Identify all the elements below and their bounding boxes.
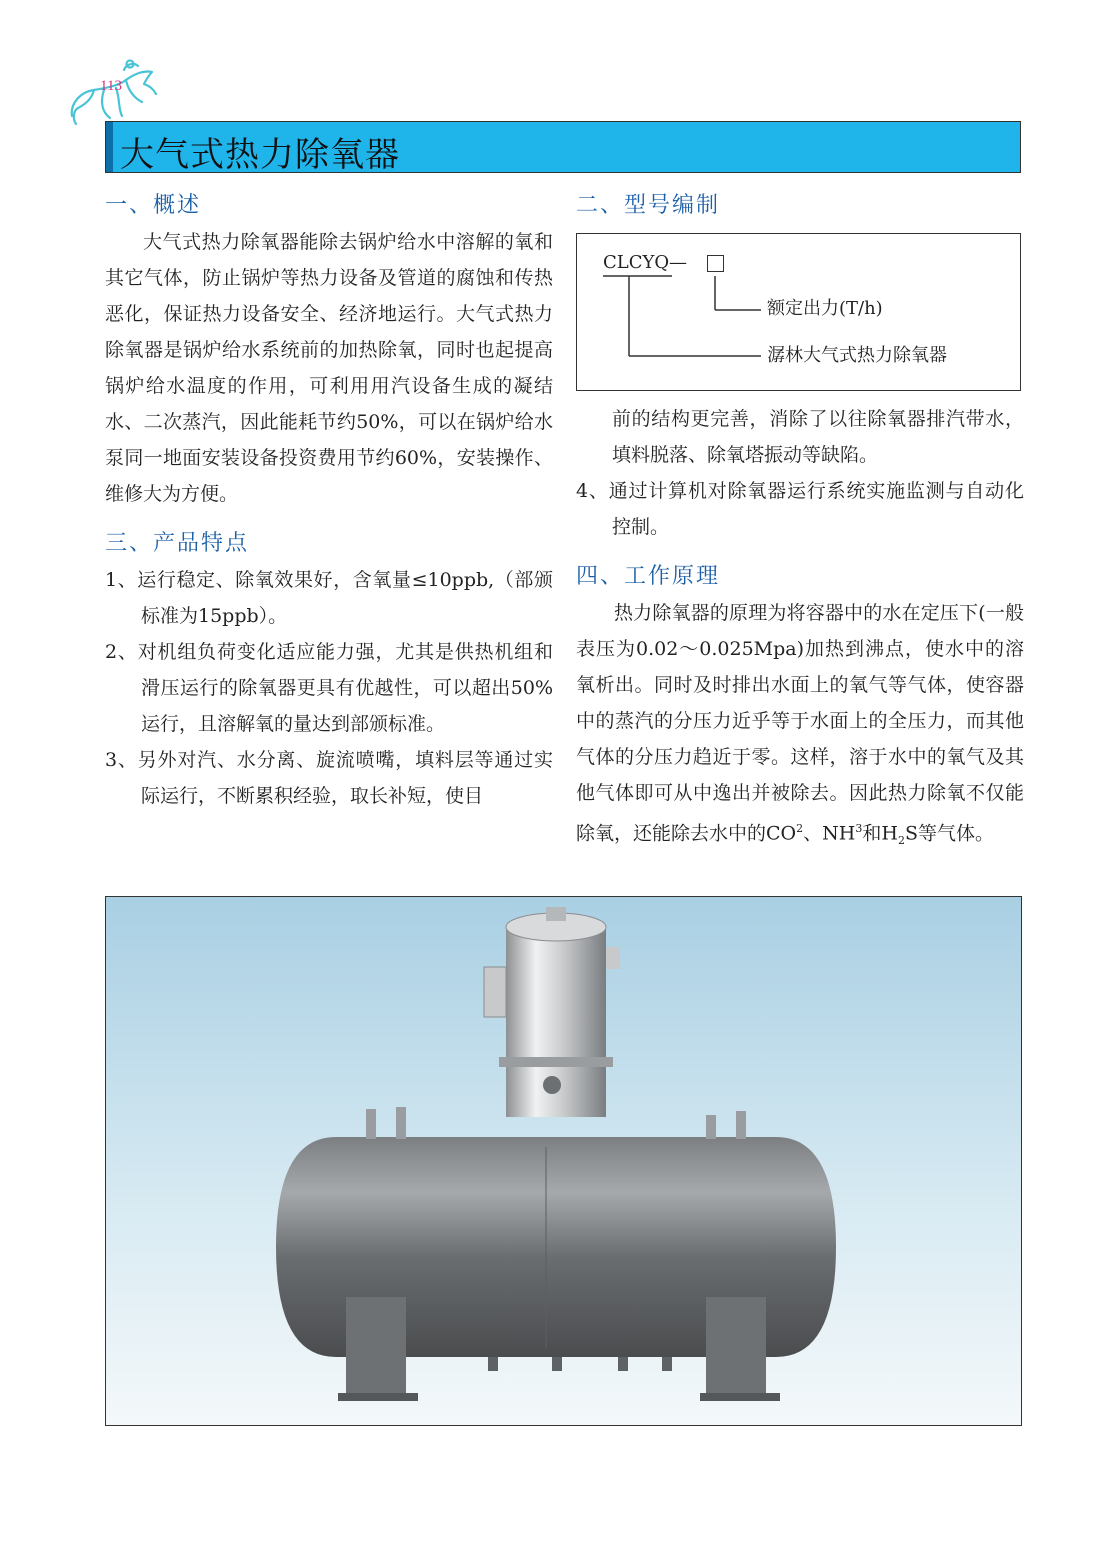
- feature-item-3-continuation: 前的结构更完善，消除了以往除氧器排汽带水，填料脱落、除氧塔振动等缺陷。: [612, 408, 1024, 466]
- deaerator-photo: [105, 896, 1022, 1426]
- right-column: [576, 188, 1024, 859]
- capacity-placeholder-box: [707, 255, 724, 272]
- chem-nh-sup: 3: [855, 822, 863, 835]
- feature-item-1: 1、运行稳定、除氧效果好，含氧量≤10ppb,（部颁标准为15ppb）。: [105, 569, 553, 627]
- overview-heading: 一、概述: [105, 193, 202, 218]
- model-diagram: [576, 233, 1021, 391]
- feature-item-2: 2、对机组负荷变化适应能力强，尤其是供热机组和滑压运行的除氧器更具有优越性，可以超出50%运行，且溶解氧的量达到部颁标准。: [105, 641, 553, 735]
- principle-text-main: 热力除氧器的原理为将容器中的水在定压下(一般表压为0.02～0.025Mpa)加热到沸点，使水中的溶氧析出。同时及时排出水面上的氧气等气体，使容器中的蒸汽的分压力近乎等于水面上的全压力，而其他气体的分压力趋近于零。这样，溶于水中的氧气及其他气体即可从中逸出并被除去。因此热力除氧不仅能除氧，还能除去水中的: [576, 602, 1024, 845]
- page-title: 大气式热力除氧器: [120, 135, 400, 175]
- feature-item-4: 4、通过计算机对除氧器运行系统实施监测与自动化控制。: [576, 480, 1024, 538]
- capacity-label: 额定出力(T/h): [767, 298, 883, 319]
- title-accent-stripe: [106, 122, 113, 172]
- model-heading: 二、型号编制: [576, 193, 721, 218]
- product-name-label: 潺林大气式热力除氧器: [767, 345, 947, 366]
- chem-s: S: [904, 822, 918, 845]
- left-column: [105, 188, 553, 814]
- features-heading: 三、产品特点: [105, 531, 250, 556]
- model-dash: —: [669, 252, 687, 273]
- page-number: 113: [100, 78, 122, 94]
- chem-nh: NH: [822, 822, 856, 845]
- model-code: CLCYQ: [603, 252, 670, 273]
- chem-co-sup: 2: [796, 822, 804, 835]
- deaerator-illustration: [106, 897, 1022, 1426]
- chem-h-sub: 2: [897, 834, 905, 848]
- chem-tail: 等气体。: [917, 822, 994, 845]
- chem-sep: 、: [803, 822, 823, 845]
- chem-co: CO: [766, 822, 797, 845]
- feature-item-3: 3、另外对汽、水分离、旋流喷嘴，填料层等通过实际运行，不断累积经验，取长补短，使目: [105, 749, 553, 807]
- chem-and: 和: [862, 822, 882, 845]
- chem-h: H: [881, 822, 898, 845]
- title-bar: [105, 121, 1021, 173]
- principle-heading: 四、工作原理: [576, 564, 721, 589]
- overview-text: 大气式热力除氧器能除去锅炉给水中溶解的氧和其它气体，防止锅炉等热力设备及管道的腐蚀和传热恶化，保证热力设备安全、经济地运行。大气式热力除氧器是锅炉给水系统前的加热除氧，同时也起提高锅炉给水温度的作用，可利用用汽设备生成的凝结水、二次蒸汽，因此能耗节约50%，可以在锅炉给水泵同一地面安装设备投资费用节约60%，安装操作、维修大为方便。: [105, 231, 553, 505]
- principle-text: [576, 595, 1024, 859]
